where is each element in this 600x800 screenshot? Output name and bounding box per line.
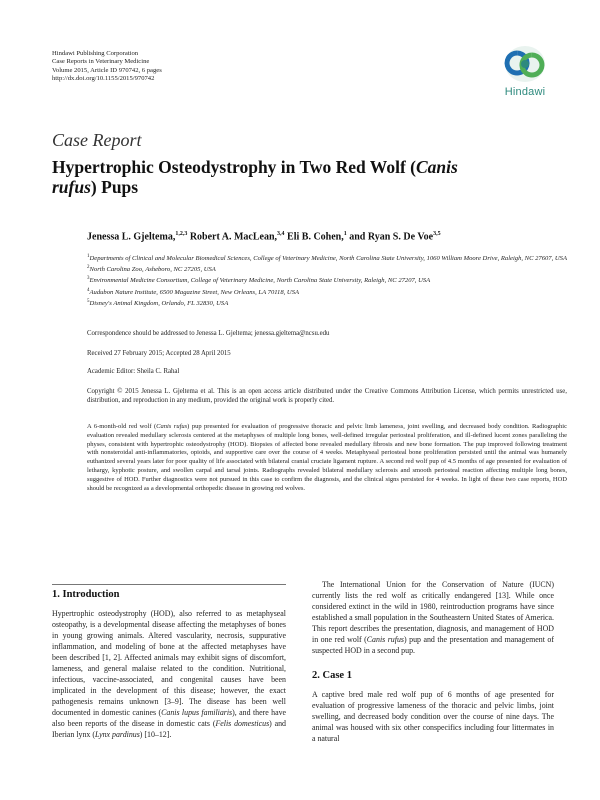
author-name: and Ryan S. De Voe	[346, 231, 434, 243]
affiliation-item	[87, 252, 567, 263]
author-affiliation-marker: 3,4	[277, 231, 285, 237]
intro-species: Canis rufus	[366, 635, 404, 644]
section-divider	[52, 584, 286, 585]
author-name: Robert A. MacLean,	[187, 231, 278, 243]
intro-p1-text: ) [10–12].	[139, 730, 172, 739]
author-name: Jenessa L. Gjeltema,	[87, 231, 176, 243]
author-affiliation-marker: 3,5	[433, 231, 441, 237]
title-text-2: ) Pups	[90, 177, 139, 197]
intro-species: Felis domesticus	[215, 719, 270, 728]
correspondence-line: Correspondence should be addressed to Jenessa L. Gjeltema; jenessa.gjeltema@ncsu.edu	[87, 330, 330, 337]
title-species: Canis rufus	[52, 157, 458, 197]
affiliation-item	[87, 297, 567, 308]
intro-p1-text: ) and Iberian lynx (	[52, 719, 286, 739]
received-dates: Received 27 February 2015; Accepted 28 April 2015	[87, 350, 231, 357]
affiliation-number: 4	[87, 287, 90, 293]
article-type: Case Report	[52, 130, 142, 150]
affiliation-number: 3	[87, 276, 90, 282]
author-name: Eli B. Cohen,	[284, 231, 344, 243]
author-affiliation-marker: 1	[343, 231, 347, 237]
introduction-paragraph-1	[52, 608, 286, 740]
abstract	[87, 423, 567, 493]
left-column	[52, 589, 286, 740]
affiliation-number: 2	[87, 265, 90, 271]
affiliation-item	[87, 274, 567, 285]
affiliation-text: Departments of Clinical and Molecular Biomedical Sciences, College of Veterinary Medicine, North Carolina State University, 1060 William Moore Drive, Raleigh, NC 27607, USA	[89, 255, 567, 263]
case1-heading: 2. Case 1	[312, 670, 352, 681]
affiliation-number: 1	[87, 254, 90, 259]
affiliation-list	[87, 252, 567, 308]
abstract-species: Canis rufus	[156, 423, 188, 430]
intro-p2-text: ) pup and the presentation and management of suspected HOD in a second pup.	[312, 635, 554, 655]
title-text-1: Hypertrophic Osteodystrophy in Two Red Wolf (	[52, 157, 416, 177]
intro-species: Lynx pardinus	[94, 730, 140, 739]
affiliation-item	[87, 286, 567, 297]
article-title	[52, 157, 482, 197]
introduction-paragraph-2	[312, 579, 554, 656]
hindawi-logo-icon	[503, 44, 547, 84]
hindawi-wordmark: Hindawi	[504, 86, 546, 98]
academic-editor: Academic Editor: Sheila C. Rahal	[87, 368, 180, 375]
intro-p2-text: The International Union for the Conservation of Nature (IUCN) currently lists the red wolf as critically endangered [13]. While once considered extinct in the wild in 1980, reintroduction programs have since established a small population in the Southeastern United States of America. This report describes the presentation, diagnosis, and management of HOD in one red wolf (	[312, 580, 554, 644]
introduction-heading: 1. Introduction	[52, 589, 120, 600]
affiliation-text: North Carolina Zoo, Asheboro, NC 27205, USA	[89, 266, 216, 274]
doi-link[interactable]: http://dx.doi.org/10.1155/2015/970742	[52, 75, 155, 83]
abstract-text-1: A 6-month-old red wolf (	[87, 423, 157, 430]
affiliation-text: Disney's Animal Kingdom, Orlando, FL 32830, USA	[89, 299, 229, 307]
author-list	[87, 231, 441, 242]
journal-header	[52, 50, 162, 84]
right-column	[312, 579, 554, 744]
journal-name: Case Reports in Veterinary Medicine	[52, 58, 150, 66]
affiliation-text: Environmental Medicine Consortium, College of Veterinary Medicine, North Carolina State University, Raleigh, NC 27207, USA	[89, 277, 431, 285]
intro-p1-text: Hypertrophic osteodystrophy (HOD), also referred to as metaphyseal osteopathy, is a developmental disease affecting the metaphyses of bones in young growing animals. Altered vascularity, necrosis, suppurative inflammation, and modeling of bone at the affected metaphyses have been described [1, 2]. Affected animals may exhibit signs of discomfort, lameness, and general malaise related to the condition. Nutritional, infectious, vaccine-associated, and congenital causes have been implicated in the development of this disease; however, the exact pathogenesis remains unknown [3–9]. The disease has been well documented in domestic canines (	[52, 609, 286, 717]
intro-p1-text: ), and there have also been reports of the disease in domestic cats (	[52, 708, 287, 728]
publisher-name: Hindawi Publishing Corporation	[52, 50, 139, 57]
copyright-notice: Copyright © 2015 Jenessa L. Gjeltema et al. This is an open access article distributed under the Creative Commons Attribution License, which permits unrestricted use, distribution, and reproduction in any medium, provided the original work is properly cited.	[87, 388, 567, 405]
author-affiliation-marker: 1,2,3	[175, 231, 188, 237]
case1-paragraph-1: A captive bred male red wolf pup of 6 months of age presented for evaluation of progressive lameness of the thoracic and pelvic limbs, joint swelling, and decreased body condition over the course of nine days. The animal was housed with six other conspecifics including four littermates in a natural	[312, 690, 554, 743]
affiliation-text: Audubon Nature Institute, 6500 Magazine Street, New Orleans, LA 70118, USA	[89, 288, 300, 296]
intro-species: Canis lupus familiaris	[161, 708, 233, 717]
affiliation-number: 5	[87, 298, 90, 304]
abstract-text-2: ) pup presented for evaluation of progressive thoracic and pelvic limb lameness, joint swelling, and decreased body condition. Radiographic evaluation revealed medullary sclerosis centered at the metaphyses of multiple long bones, well-defined irregular periosteal proliferation, and ill-defined lucent zones paralleling the physes, consistent with hypertrophic osteodystrophy (HOD). Biopsies of affected bone revealed medullary fibrosis and new bone formation. The pup improved following treatment with nonsteroidal anti-inflammatories, opioids, and supportive care over the course of 4 weeks. Metaphyseal periosteal bone proliferation persisted until the animal was humanely euthanized several years later for poor quality of life associated with bilateral cranial cruciate ligament rupture. A second red wolf pup of 4.5 months of age presented for evaluation of lethargy, kyphotic posture, and swollen carpal and tarsal joints. Radiographs revealed bilateral medullary sclerosis and smooth periosteal reaction affecting multiple long bones, suggestive of HOD. Further diagnostics were not pursued in this case to confirm the diagnosis, and the clinical signs persisted for 4 weeks. In light of these two case reports, HOD should be recognized as a developmental orthopedic disease in growing red wolves.	[87, 423, 568, 492]
hindawi-logo	[497, 44, 553, 108]
volume-line: Volume 2015, Article ID 970742, 6 pages	[52, 66, 162, 74]
affiliation-item	[87, 263, 567, 274]
